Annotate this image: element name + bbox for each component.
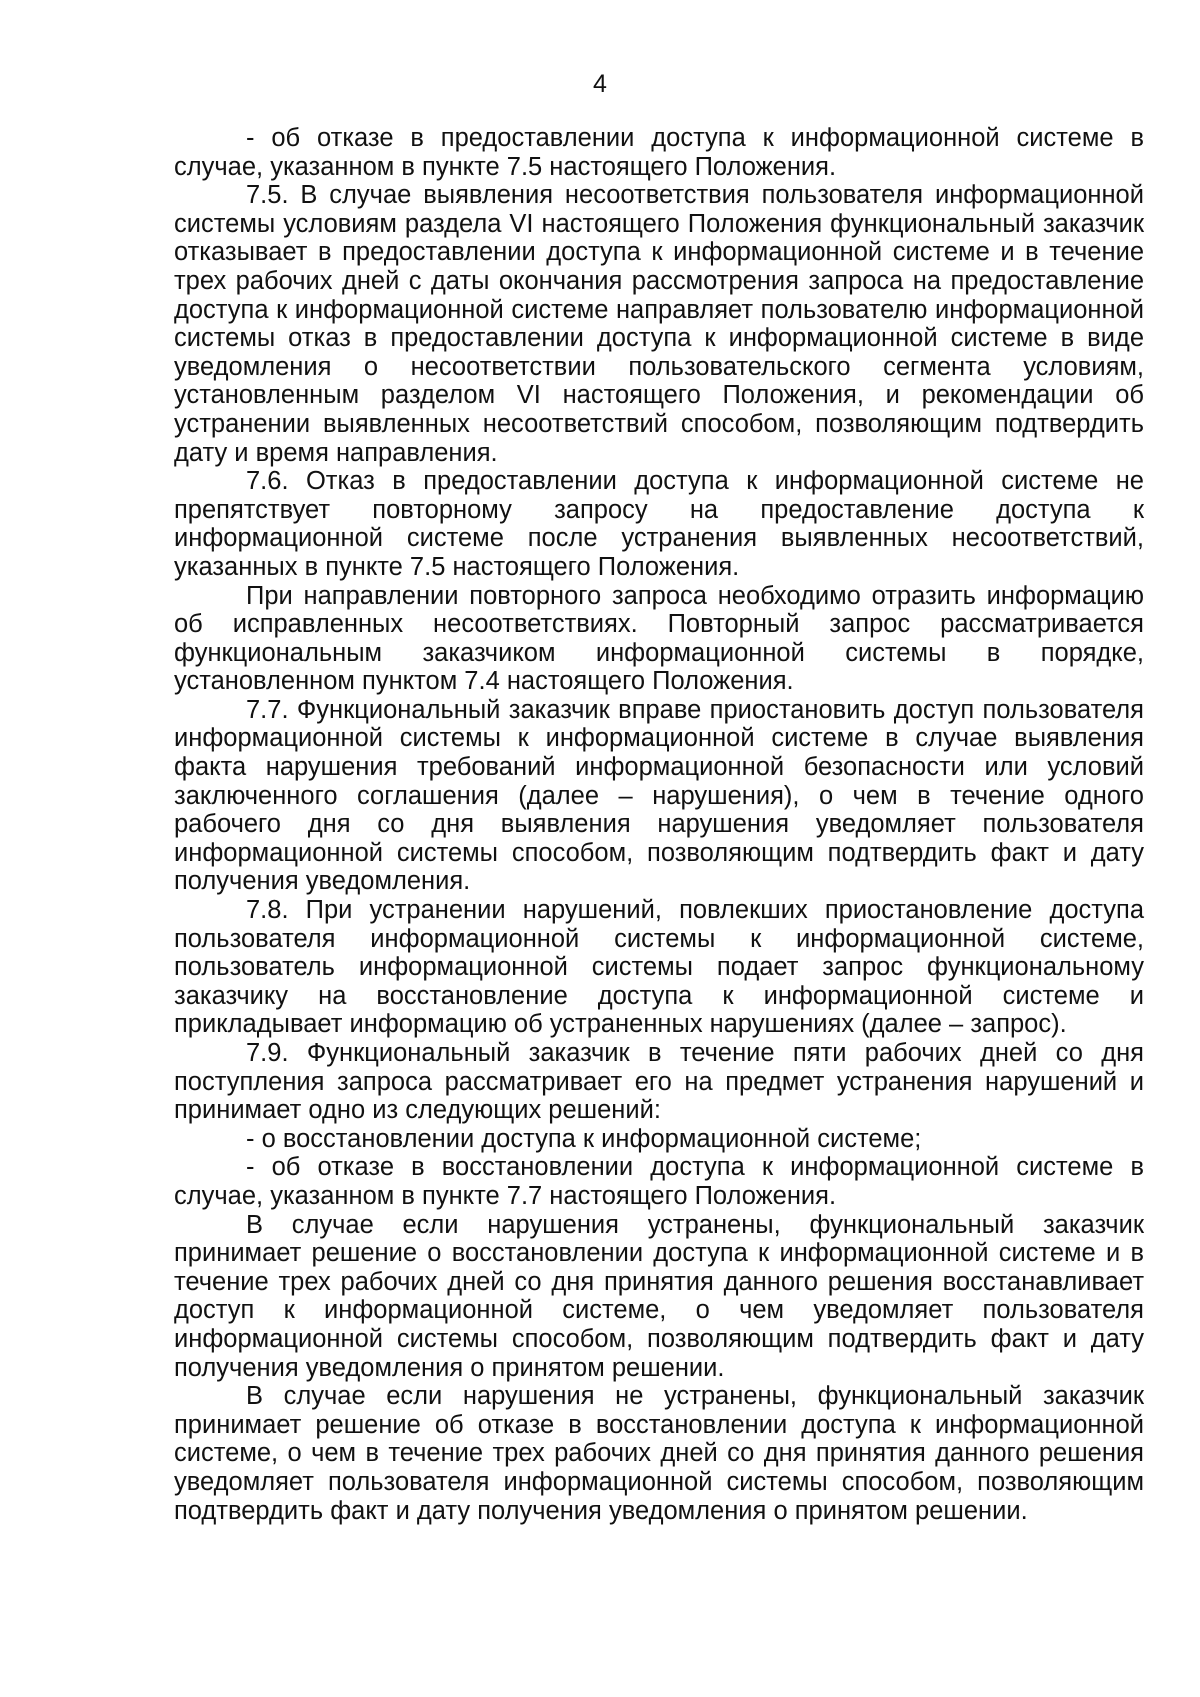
paragraph-7-6: 7.6. Отказ в предоставлении доступа к информационной системе не препятствует повторному запросу на предоставление доступа к информационной системе после устранения выявленных несоответствий, указанных в пункте 7.5 настоящего Положения. xyxy=(174,467,1144,581)
paragraph-decision-refuse: - об отказе в восстановлении доступа к информационной системе в случае, указанном в пункте 7.7 настоящего Положения. xyxy=(174,1153,1144,1210)
paragraph-7-8: 7.8. При устранении нарушений, повлекших приостановление доступа пользователя информационной системы к информационной системе, пользователь информационной системы подает запрос функциональному заказчику на восстановление доступа к информационной системе и прикладывает информацию об устраненных нарушениях (далее – запрос). xyxy=(174,896,1144,1039)
paragraph-7-7: 7.7. Функциональный заказчик вправе приостановить доступ пользователя информационной системы к информационной системе в случае выявления факта нарушения требований информационной безопасности или условий заключенного соглашения (далее – нарушения), о чем в течение одного рабочего дня со дня выявления нарушения уведомляет пользователя информационной системы способом, позволяющим подтвердить факт и дату получения уведомления. xyxy=(174,695,1144,896)
paragraph-repeat-request: При направлении повторного запроса необходимо отразить информацию об исправленных несоответствиях. Повторный запрос рассматривается функциональным заказчиком информационной системы в порядке, установленном пунктом 7.4 настоящего Положения. xyxy=(174,581,1144,696)
document-body xyxy=(174,124,1144,1525)
paragraph-violations-not-fixed: В случае если нарушения не устранены, функциональный заказчик принимает решение об отказе в восстановлении доступа к информационной системе, о чем в течение трех рабочих дней со дня принятия данного решения уведомляет пользователя информационной системы способом, позволяющим подтвердить факт и дату получения уведомления о принятом решении. xyxy=(174,1382,1144,1525)
paragraph-decision-restore: - о восстановлении доступа к информационной системе; xyxy=(246,1124,922,1153)
paragraph-violations-fixed: В случае если нарушения устранены, функциональный заказчик принимает решение о восстановлении доступа к информационной системе и в течение трех рабочих дней со дня принятия данного решения восстанавливает доступ к информационной системе, о чем уведомляет пользователя информационной системы способом, позволяющим подтвердить факт и дату получения уведомления о принятом решении. xyxy=(174,1210,1144,1382)
paragraph-refusal-access-7-5: - об отказе в предоставлении доступа к информационной системе в случае, указанном в пункте 7.5 настоящего Положения. xyxy=(174,124,1144,181)
paragraph-7-9: 7.9. Функциональный заказчик в течение пяти рабочих дней со дня поступления запроса рассматривает его на предмет устранения нарушений и принимает одно из следующих решений: xyxy=(174,1039,1144,1125)
page-number: 4 xyxy=(593,70,607,98)
paragraph-7-5: 7.5. В случае выявления несоответствия пользователя информационной системы условиям раздела VI настоящего Положения функциональный заказчик отказывает в предоставлении доступа к информационной системе и в течение трех рабочих дней с даты окончания рассмотрения запроса на предоставление доступа к информационной системе направляет пользователю информационной системы отказ в предоставлении доступа к информационной системе в виде уведомления о несоответствии пользовательского сегмента условиям, установленным разделом VI настоящего Положения, и рекомендации об устранении выявленных несоответствий способом, позволяющим подтвердить дату и время направления. xyxy=(174,181,1144,467)
